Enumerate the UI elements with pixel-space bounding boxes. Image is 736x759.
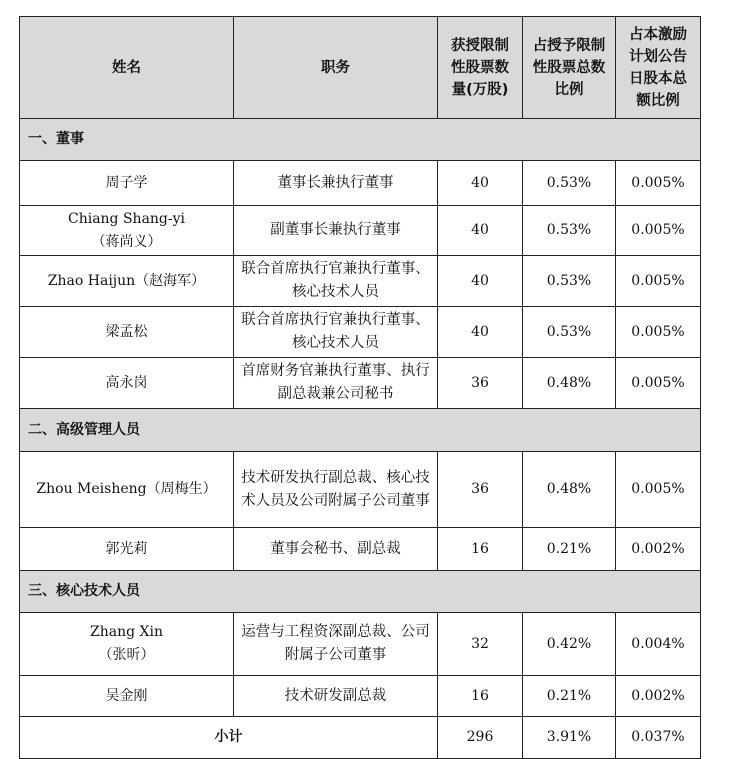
table-row bbox=[20, 206, 701, 256]
person-name-en: Zhang Xin bbox=[90, 624, 163, 640]
ratio-total-cell: 0.002% bbox=[616, 528, 701, 571]
section-row bbox=[20, 571, 701, 613]
total-row bbox=[20, 717, 701, 759]
shares-cell: 40 bbox=[438, 307, 523, 358]
section-row bbox=[20, 119, 701, 161]
ratio-total-cell: 0.005% bbox=[616, 161, 701, 206]
ratio-grant-cell: 0.48% bbox=[523, 358, 616, 409]
person-name-cn: （张昕） bbox=[98, 647, 155, 663]
ratio-total-cell: 0.005% bbox=[616, 358, 701, 409]
person-name bbox=[20, 613, 234, 676]
shares-cell: 36 bbox=[438, 358, 523, 409]
ratio-grant-cell: 0.21% bbox=[523, 676, 616, 717]
header-row bbox=[20, 17, 701, 119]
table-row bbox=[20, 256, 701, 307]
person-name-cn: （蒋尚义） bbox=[91, 233, 162, 250]
shares-cell: 16 bbox=[438, 528, 523, 571]
total-label: 小计 bbox=[20, 717, 438, 759]
ratio-total-cell: 0.005% bbox=[616, 256, 701, 307]
person-name bbox=[20, 206, 234, 256]
person-name: 郭光莉 bbox=[20, 528, 234, 571]
person-role: 董事长兼执行董事 bbox=[234, 161, 438, 206]
total-ratio-total: 0.037% bbox=[616, 717, 701, 759]
ratio-total-cell: 0.005% bbox=[616, 307, 701, 358]
person-name: 梁孟松 bbox=[20, 307, 234, 358]
ratio-grant-cell: 0.53% bbox=[523, 256, 616, 307]
person-role: 首席财务官兼执行董事、执行副总裁兼公司秘书 bbox=[234, 358, 438, 409]
header-ratio-total: 占本激励计划公告日股本总额比例 bbox=[616, 17, 701, 119]
header-shares: 获授限制性股票数量(万股) bbox=[438, 17, 523, 119]
ratio-grant-cell: 0.53% bbox=[523, 161, 616, 206]
person-role: 董事会秘书、副总裁 bbox=[234, 528, 438, 571]
total-shares: 296 bbox=[438, 717, 523, 759]
person-role: 联合首席执行官兼执行董事、核心技术人员 bbox=[234, 307, 438, 358]
ratio-grant-cell: 0.48% bbox=[523, 452, 616, 528]
shares-cell: 40 bbox=[438, 161, 523, 206]
header-ratio-grant: 占授予限制性股票总数比例 bbox=[523, 17, 616, 119]
ratio-total-cell: 0.005% bbox=[616, 206, 701, 256]
table-row bbox=[20, 676, 701, 717]
section-row bbox=[20, 409, 701, 452]
ratio-total-cell: 0.002% bbox=[616, 676, 701, 717]
section-title: 二、高级管理人员 bbox=[20, 409, 701, 452]
shares-cell: 40 bbox=[438, 256, 523, 307]
person-name: 周子学 bbox=[20, 161, 234, 206]
ratio-total-cell: 0.004% bbox=[616, 613, 701, 676]
person-role: 副董事长兼执行董事 bbox=[234, 206, 438, 256]
person-role: 技术研发副总裁 bbox=[234, 676, 438, 717]
table-body bbox=[20, 119, 701, 759]
shares-cell: 40 bbox=[438, 206, 523, 256]
shares-cell: 32 bbox=[438, 613, 523, 676]
ratio-grant-cell: 0.53% bbox=[523, 307, 616, 358]
grant-allocation-table bbox=[19, 16, 701, 759]
section-title: 一、董事 bbox=[20, 119, 701, 161]
total-ratio-grant: 3.91% bbox=[523, 717, 616, 759]
section-title: 三、核心技术人员 bbox=[20, 571, 701, 613]
table-row bbox=[20, 528, 701, 571]
header-role: 职务 bbox=[234, 17, 438, 119]
person-name: 吴金刚 bbox=[20, 676, 234, 717]
shares-cell: 36 bbox=[438, 452, 523, 528]
ratio-total-cell: 0.005% bbox=[616, 452, 701, 528]
person-role: 联合首席执行官兼执行董事、核心技术人员 bbox=[234, 256, 438, 307]
table-row bbox=[20, 161, 701, 206]
table-row bbox=[20, 613, 701, 676]
table-row bbox=[20, 358, 701, 409]
table-row bbox=[20, 307, 701, 358]
person-role: 技术研发执行副总裁、核心技术人员及公司附属子公司董事 bbox=[234, 452, 438, 528]
person-name-en: Chiang Shang-yi bbox=[67, 210, 186, 227]
header-name: 姓名 bbox=[20, 17, 234, 119]
person-name: 高永岗 bbox=[20, 358, 234, 409]
ratio-grant-cell: 0.53% bbox=[523, 206, 616, 256]
person-name: Zhao Haijun（赵海军） bbox=[20, 256, 234, 307]
person-name: Zhou Meisheng（周梅生） bbox=[20, 452, 234, 528]
shares-cell: 16 bbox=[438, 676, 523, 717]
ratio-grant-cell: 0.21% bbox=[523, 528, 616, 571]
person-role: 运营与工程资深副总裁、公司附属子公司董事 bbox=[234, 613, 438, 676]
ratio-grant-cell: 0.42% bbox=[523, 613, 616, 676]
table-row bbox=[20, 452, 701, 528]
